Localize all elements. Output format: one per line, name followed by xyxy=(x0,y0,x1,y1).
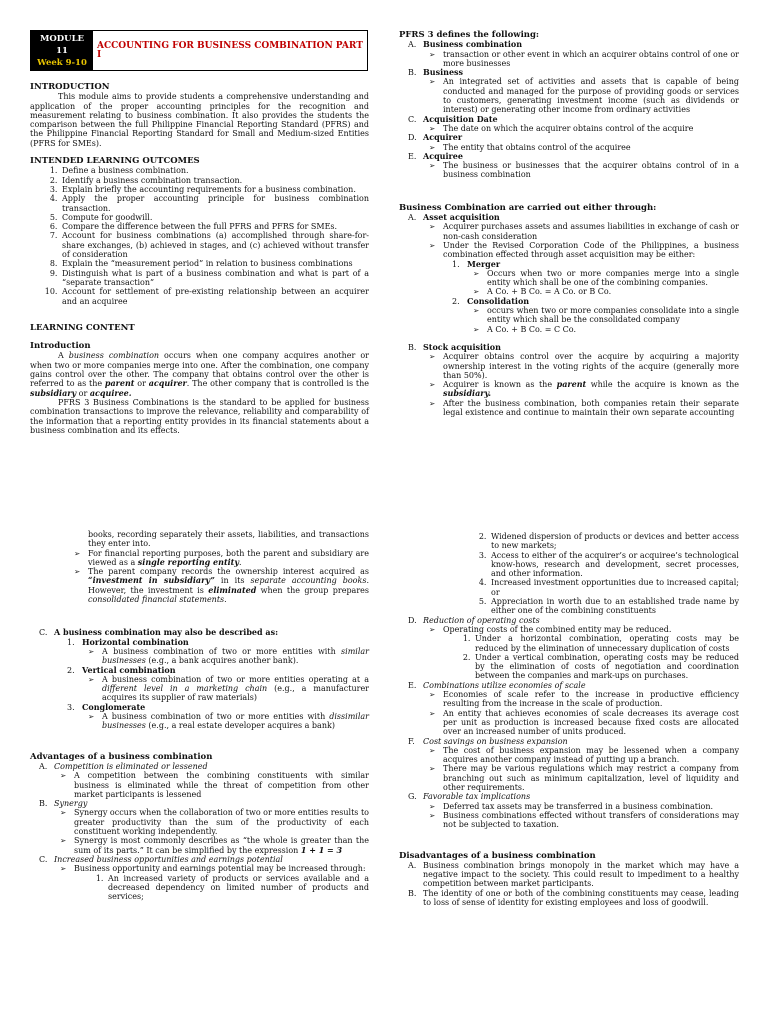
item-number: 1. xyxy=(452,259,460,269)
definition-text: ➢ transaction or other event in which an acquirer obtains control of one or more businesses xyxy=(429,50,739,69)
list-item: 2. Identify a business combination transaction. xyxy=(60,176,369,185)
item-letter: B. xyxy=(408,68,417,78)
described-item xyxy=(30,628,369,730)
item-letter: B. xyxy=(408,888,417,898)
advantage-g xyxy=(399,792,739,829)
text-run: when the group prepares xyxy=(256,585,369,595)
list-item: ➢ A competition between the combining constituents with similar business is eliminated while the threat of competition from other market participants is lessened xyxy=(60,771,369,799)
list-item xyxy=(399,861,739,889)
list-item xyxy=(429,380,739,399)
text-run: “investment in subsidiary” xyxy=(88,575,215,586)
list-item xyxy=(429,241,739,334)
list-item: ➢ A Co. + B Co. = C Co. xyxy=(473,325,739,334)
advantages-list-left xyxy=(30,762,369,901)
item-letter: C. xyxy=(39,854,48,864)
list-item: 4. Apply the proper accounting principle for business combination transaction. xyxy=(60,194,369,213)
item-letter: B. xyxy=(39,799,48,809)
text-run: A business combination of two or more entities with xyxy=(102,646,342,656)
intro-heading: INTRODUCTION xyxy=(30,82,110,92)
stock-acquisition-term: Stock acquisition xyxy=(423,341,501,352)
item-letter: E. xyxy=(408,151,417,161)
definition-term: Acquiree xyxy=(423,150,463,161)
item-letter: C. xyxy=(39,628,48,638)
text-run: different level in a marketing chain xyxy=(102,684,268,694)
text-run: subsidiary xyxy=(30,387,77,398)
text-run: The parent company records the ownership interest acquired as xyxy=(88,567,369,577)
text-run: acquirer xyxy=(148,378,187,389)
disadvantages-list xyxy=(399,861,739,907)
described-list xyxy=(30,628,369,730)
item-number: 2. xyxy=(452,296,460,306)
definition-item xyxy=(399,40,739,68)
list-item: ➢ Economies of scale refer to the increase in productive efficiency resulting from the increase in the scale of production. xyxy=(429,690,739,709)
carried-out-heading: Business Combination are carried out either through: xyxy=(399,202,657,213)
list-item: ➢ Occurs when two or more companies merge into a single entity which shall be one of the combining companies. xyxy=(473,269,739,288)
pfrs3-definitions xyxy=(399,40,739,179)
advantage-title: Cost savings on business expansion xyxy=(423,736,568,746)
text-run: A business combination of two or more entities operating at a xyxy=(102,674,369,684)
list-item: 1. An increased variety of products or services available and a decreased dependency on limited number of products and services; xyxy=(106,874,369,902)
list-item: 6. Compare the difference between the full PFRS and PFRS for SMEs. xyxy=(60,222,369,231)
definition-item xyxy=(399,133,739,152)
list-item: ➢ There may be various regulations which may restrict a company from branching out such as minimum capitalization, level of liquidity and other requirements. xyxy=(429,764,739,792)
described-heading: A business combination may also be described as: xyxy=(54,627,279,638)
advantages-heading: Advantages of a business combination xyxy=(30,751,213,762)
item-letter: B. xyxy=(408,342,417,352)
definition-text: ➢ The date on which the acquirer obtains control of the acquire xyxy=(429,124,739,133)
text-run: parent xyxy=(556,379,587,390)
consolidation-item xyxy=(443,297,739,334)
item-number: 2. xyxy=(67,665,75,675)
advantage-c-list-continued xyxy=(399,532,739,616)
text-run: For financial reporting purposes, both the parent and subsidiary are viewed as a xyxy=(88,548,369,567)
vertical-item xyxy=(58,666,369,703)
intro-paragraph-2: PFRS 3 Business Combinations is the standard to be applied for business combination transactions to improve the relevance, reliability and comparability of the information that a reporting entity provides in its financial statements about a business combination and its effects. xyxy=(30,397,369,435)
list-item: ➢ A Co. + B Co. = A Co. or B Co. xyxy=(473,287,739,296)
horizontal-item xyxy=(58,638,369,666)
text-run: (e.g., a manufacturer acquires its supplier of raw materials) xyxy=(102,684,370,703)
continued-text: books, recording separately their assets, liabilities, and transactions they enter into. xyxy=(88,530,369,549)
carried-out-list xyxy=(399,213,739,334)
text-run: separate accounting books xyxy=(250,576,367,586)
intro-text: This module aims to provide students a comprehensive understanding and application of the proper accounting principles for the recognition and measurement relating to business combination. It also provides the students the comparison between the full Philippine Financial Reporting Standard (PFRS) and the Philippine Financial Reporting Standard for Small and Medium-sized Entities (PFRS for SMEs). xyxy=(30,92,369,148)
list-item: ➢ After the business combination, both companies retain their separate legal existence and continue to maintain their own separate accounting xyxy=(429,399,739,418)
text-run: Business combination brings monopoly in the market which may have a negative impact to the society. This could result to impediment to a healthy competition between market participants. xyxy=(423,860,739,889)
list-item: 7. Account for business combinations (a) accomplished through share-for-share exchanges, (b) achieved in stages, and (c) achieved without transfer of consideration xyxy=(60,231,369,259)
advantage-title: Synergy xyxy=(54,799,88,809)
text-run: Under the Revised Corporation Code of the Philippines, a business combination effected through asset acquisition may be either: xyxy=(443,240,739,260)
list-item xyxy=(88,712,369,731)
module-number: 11 xyxy=(56,46,68,56)
list-item xyxy=(74,549,369,568)
list-item xyxy=(399,889,739,908)
text-run: or xyxy=(134,379,149,389)
text-run: A xyxy=(58,351,69,361)
ilo-list xyxy=(30,166,369,305)
list-item: ➢ Acquirer purchases assets and assumes liabilities in exchange of cash or non-cash consideration xyxy=(429,222,739,241)
text-run: similar businesses xyxy=(102,646,369,666)
definition-item xyxy=(399,152,739,180)
list-item: 8. Explain the “measurement period” in relation to business combinations xyxy=(60,259,369,268)
text-run: . xyxy=(224,595,227,605)
module-badge xyxy=(31,31,93,70)
stock-acquisition-list xyxy=(399,343,739,417)
definition-term: Business xyxy=(423,67,464,78)
list-item: 9. Distinguish what is part of a business combination and what is part of a “separate transaction” xyxy=(60,269,369,288)
list-item: 4. Increased investment opportunities due to increased capital; or xyxy=(489,578,739,597)
text-run: in its xyxy=(214,576,251,586)
list-item: ➢ occurs when two or more companies consolidate into a single entity which shall be the consolidated company xyxy=(473,306,739,325)
advantage-b xyxy=(30,799,369,855)
page2-left-column xyxy=(30,530,369,901)
consolidation-term: Consolidation xyxy=(467,295,530,306)
item-letter: C. xyxy=(408,114,417,124)
advantage-f xyxy=(399,737,739,793)
learning-content-heading: LEARNING CONTENT xyxy=(30,322,135,333)
conglomerate-item xyxy=(58,703,369,731)
text-run: (e.g., a bank acquires another bank). xyxy=(145,656,299,666)
advantages-list-right xyxy=(399,616,739,830)
advantage-title: Combinations utilize economies of scale xyxy=(423,680,586,690)
list-item: ➢ Deferred tax assets may be transferred in a business combination. xyxy=(429,802,739,811)
list-item: 10. Account for settlement of pre-existing relationship between an acquirer and an acquiree xyxy=(60,287,369,306)
text-run: subsidiary. xyxy=(443,388,492,399)
list-item: ➢ The cost of business expansion may be lessened when a company acquires another company instead of putting up a branch. xyxy=(429,746,739,765)
pfrs3-heading: PFRS 3 defines the following: xyxy=(399,30,540,40)
text-run: while the acquire is known as the xyxy=(586,380,739,390)
text-run: acquiree. xyxy=(89,387,132,398)
advantage-title: Competition is eliminated or lessened xyxy=(54,761,208,771)
definition-item xyxy=(399,115,739,134)
advantage-title: Increased business opportunities and earnings potential xyxy=(54,854,283,864)
page1-left-column xyxy=(30,30,369,435)
list-item: ➢ Synergy occurs when the collaboration of two or more entities results to greater productivity than the sum of the productivity of each constituent working independently. xyxy=(60,808,369,836)
text-run: or xyxy=(76,388,90,398)
list-item: 1. Define a business combination. xyxy=(60,166,369,175)
introduction-subheading: Introduction xyxy=(30,341,91,352)
asset-acquisition-term: Asset acquisition xyxy=(423,212,500,223)
module-header xyxy=(30,30,368,71)
definition-term: Business combination xyxy=(423,39,523,50)
item-letter: D. xyxy=(408,133,417,143)
list-item: 5. Compute for goodwill. xyxy=(60,213,369,222)
text-run: . The other company that is controlled is the xyxy=(186,379,370,389)
text-run: . However, the investment is xyxy=(88,576,369,595)
definition-item xyxy=(399,68,739,114)
item-letter: A. xyxy=(408,213,417,223)
list-item: 3. Access to either of the acquirer’s or acquiree’s technological know-hows, research and development, secret processes, and other information. xyxy=(489,551,739,579)
text-run: Operating costs of the combined entity may be reduced. xyxy=(443,624,672,634)
text-run: occurs when one company acquires another or when two or more companies merge into one. After the combination, one company gains control over the other. The company that obtains control over the other is referred to as the xyxy=(30,351,369,389)
definition-text: ➢ The business or businesses that the acquirer obtains control of in a business combination xyxy=(429,161,739,180)
definition-term: Acquirer xyxy=(423,132,463,143)
list-item xyxy=(74,567,369,604)
list-item: ➢ Acquirer obtains control over the acquire by acquiring a majority ownership interest in the voting rights of the acquire (generally more than 50%). xyxy=(429,352,739,380)
text-run: dissimilar businesses xyxy=(102,712,369,731)
list-item: ➢ An entity that achieves economies of scale decreases its average cost per unit as production is increased because fixed costs are allocated over an increased number of units produced. xyxy=(429,709,739,737)
merger-term: Merger xyxy=(467,258,501,269)
list-item xyxy=(429,625,739,681)
advantage-d xyxy=(399,616,739,681)
text-run: consolidated financial statements xyxy=(88,595,225,605)
page1-right-column xyxy=(399,31,739,417)
definition-text: ➢ An integrated set of activities and assets that is capable of being conducted and managed for the purpose of providing goods or services to customers, generating investment income (such as dividends or interest) or generating other income from ordinary activities xyxy=(429,77,739,114)
item-letter: D. xyxy=(408,615,417,625)
page2-right-column xyxy=(399,532,739,907)
text-run: 1 + 1 = 3 xyxy=(300,844,343,855)
vertical-term: Vertical combination xyxy=(82,664,176,675)
text-run: The identity of one or both of the combining constituents may cease, leading to loss of sense of identity for existing employees and loss of goodwill. xyxy=(423,888,739,907)
list-item: ➢ Business combinations effected without transfers of considerations may not be subjected to taxation. xyxy=(429,811,739,830)
item-letter: G. xyxy=(408,792,417,802)
definition-text: ➢ The entity that obtains control of the acquiree xyxy=(429,143,739,152)
list-item xyxy=(88,675,369,703)
module-title: ACCOUNTING FOR BUSINESS COMBINATION PART I xyxy=(97,41,363,61)
asset-acquisition-item xyxy=(399,213,739,334)
item-letter: A. xyxy=(39,761,48,771)
list-item: 5. Appreciation in worth due to an established trade name by either one of the combining constituents xyxy=(489,597,739,616)
list-item xyxy=(60,864,369,901)
list-item: 1. Under a horizontal combination, operating costs may be reduced by the elimination of unnecessary duplication of costs xyxy=(473,634,739,653)
text-run: Business opportunity and earnings potential may be increased through: xyxy=(74,864,366,874)
item-letter: A. xyxy=(408,40,417,50)
advantage-title: Reduction of operating costs xyxy=(423,615,540,625)
list-item xyxy=(88,647,369,666)
text-run: Acquirer is known as the xyxy=(443,380,557,390)
text-run: eliminated xyxy=(208,584,257,595)
horizontal-term: Horizontal combination xyxy=(82,636,189,647)
continued-list xyxy=(30,549,369,605)
ilo-heading: INTENDED LEARNING OUTCOMES xyxy=(30,156,200,167)
advantage-e xyxy=(399,681,739,737)
intro-paragraph-1 xyxy=(30,351,369,397)
item-letter: A. xyxy=(408,860,417,870)
list-item xyxy=(60,836,369,855)
text-run: . xyxy=(239,557,242,567)
item-number: 1. xyxy=(67,637,75,647)
list-item: 3. Explain briefly the accounting requirements for a business combination. xyxy=(60,185,369,194)
module-week: Week 9-10 xyxy=(37,58,87,68)
advantage-a xyxy=(30,762,369,799)
advantage-title: Favorable tax implications xyxy=(423,792,531,802)
conglomerate-term: Conglomerate xyxy=(82,701,146,712)
text-run: parent xyxy=(104,378,135,389)
definition-term: Acquisition Date xyxy=(423,113,498,124)
item-letter: F. xyxy=(408,736,415,746)
page-2 xyxy=(0,512,768,1024)
text-run: A business combination of two or more entities with xyxy=(102,712,330,722)
item-number: 3. xyxy=(67,702,75,712)
list-item: 2. Under a vertical combination, operating costs may be reduced by the elimination of costs of negotiation and coordination between the companies and mark-ups on purchases. xyxy=(473,653,739,681)
stock-acquisition-item xyxy=(399,343,739,417)
merger-item xyxy=(443,260,739,297)
disadvantages-heading: Disadvantages of a business combination xyxy=(399,850,596,861)
module-label: MODULE xyxy=(39,34,85,44)
text-run: (e.g., a real estate developer acquires a bank) xyxy=(145,721,335,731)
text-run: single reporting entity xyxy=(137,556,240,567)
text-run: business combination xyxy=(68,351,160,361)
item-letter: E. xyxy=(408,680,417,690)
advantage-c xyxy=(30,855,369,901)
text-run: Synergy is most commonly describes as “the whole is greater than the sum of its parts.” It can be simplified by the expression xyxy=(74,836,369,855)
list-item: 2. Widened dispersion of products or devices and better access to new markets; xyxy=(489,532,739,551)
